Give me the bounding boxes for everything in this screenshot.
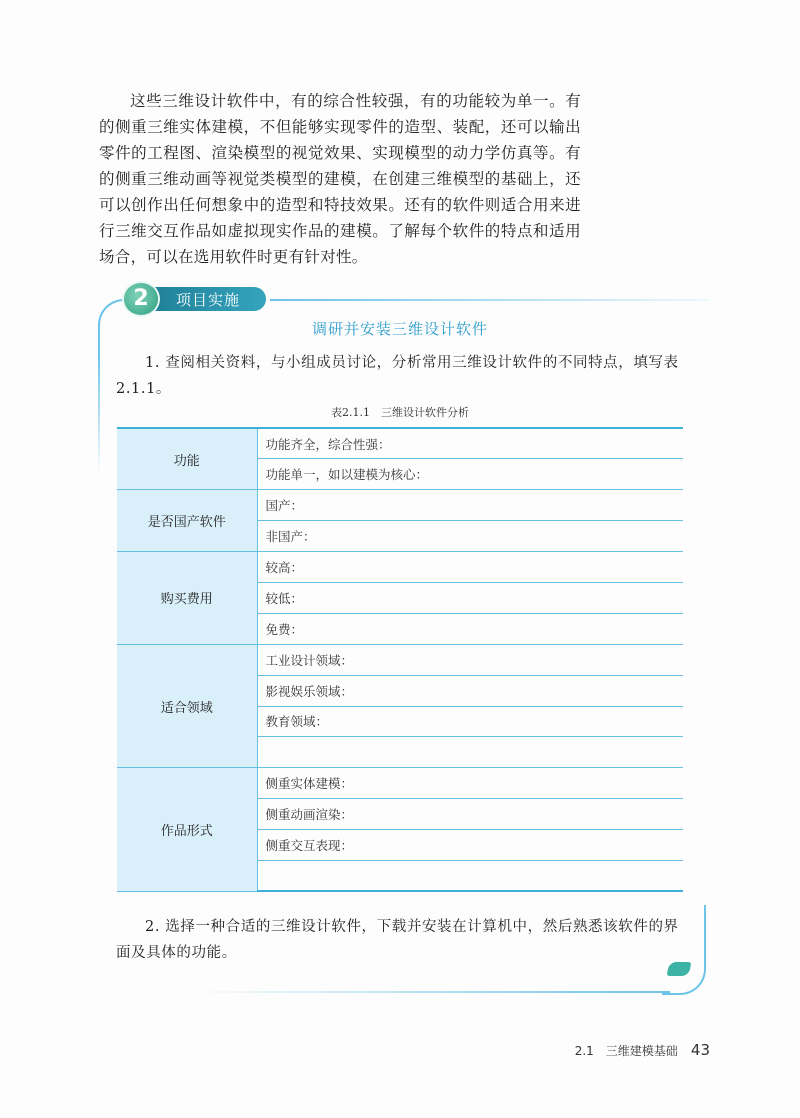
table-row (117, 768, 683, 799)
table-category-cell: 作品形式 (117, 768, 257, 892)
page-number: 43 (690, 1041, 710, 1059)
badge-number-icon: 2 (124, 283, 158, 315)
table-item-cell[interactable]: 免费： (257, 613, 683, 644)
table-category-cell: 功能 (117, 428, 257, 490)
section-frame-right (662, 905, 706, 995)
table-item-cell[interactable]: 较低： (257, 582, 683, 613)
table-item-cell[interactable]: 非国产： (257, 521, 683, 552)
table-category-cell: 购买费用 (117, 552, 257, 645)
table-item-cell[interactable]: 国产： (257, 490, 683, 521)
section-frame-bottom (190, 991, 670, 993)
page-footer (575, 1040, 710, 1059)
task-title: 调研并安装三维设计软件 (311, 320, 488, 338)
table-row (117, 428, 683, 459)
footer-section: 2.1 三维建模基础 (574, 1044, 678, 1058)
table-item-cell[interactable]: 较高： (257, 552, 683, 583)
table-item-cell[interactable] (257, 737, 683, 768)
table-row (117, 490, 683, 521)
banner-top-line (270, 299, 710, 301)
table-item-cell[interactable]: 教育领域： (257, 706, 683, 737)
software-analysis-table (117, 427, 683, 892)
table-item-cell[interactable]: 影视娱乐领域： (257, 675, 683, 706)
step-2-line-2: 面及具体的功能。 (116, 945, 237, 961)
table-item-cell[interactable]: 工业设计领域： (257, 644, 683, 675)
step-1-instruction (116, 350, 696, 402)
step-2-line-1: 2. 选择一种合适的三维设计软件，下载并安装在计算机中，然后熟悉该软件的界 (145, 919, 679, 935)
table-item-cell[interactable] (257, 860, 683, 891)
step-2-instruction (116, 914, 698, 966)
table-caption: 表2.1.1 三维设计软件分析 (331, 406, 469, 419)
table-item-cell[interactable]: 侧重交互表现： (257, 830, 683, 861)
table-category-cell: 是否国产软件 (117, 490, 257, 552)
table-item-cell[interactable]: 功能齐全，综合性强： (257, 428, 683, 459)
badge-label: 项目实施 (176, 291, 241, 309)
step-1-line-2: 2.1.1。 (116, 381, 171, 397)
table-row (117, 552, 683, 583)
table-item-cell[interactable]: 侧重实体建模： (257, 768, 683, 799)
table-item-cell[interactable]: 侧重动画渲染： (257, 799, 683, 830)
step-1-line-1: 1. 查阅相关资料，与小组成员讨论，分析常用三维设计软件的不同特点，填写表 (145, 355, 679, 371)
intro-text: 这些三维设计软件中，有的综合性较强，有的功能较为单一。有的侧重三维实体建模，不但能够实现零件的造型、装配，还可以输出零件的工程图、渲染模型的视觉效果、实现模型的动力学仿真等。有的侧重三维动画等视觉类模型的建模，在创建三维模型的基础上，还可以创作出任何想象中的造型和特技效果。还有的软件则适合用来进行三维交互作品如虚拟现实作品的建模。了解每个软件的特点和适用场合，可以在选用软件时更有针对性。 (99, 92, 581, 266)
intro-paragraph (99, 88, 581, 270)
table-category-cell: 适合领域 (117, 644, 257, 768)
table-row (117, 644, 683, 675)
project-badge (124, 283, 269, 313)
table-item-cell[interactable]: 功能单一，如以建模为核心： (257, 459, 683, 490)
